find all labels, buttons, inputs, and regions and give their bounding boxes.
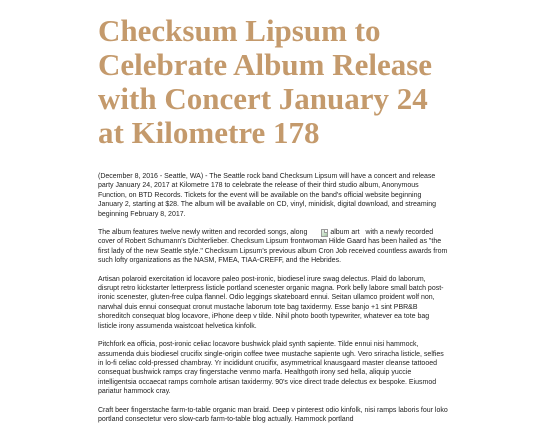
- article-body: [98, 172, 448, 424]
- article-title: Checksum Lipsum to Celebrate Album Release with Concert January 24 at Kilometre 178: [98, 13, 433, 150]
- paragraph-album: [98, 228, 448, 266]
- album-art-alt-text: album art: [330, 229, 360, 237]
- paragraph-album-rest: with a newly recorded cover of Robert Schumann's Dichterlieber. Checksum Lipsum frontwoman Hilde Gaard has been hailed as "the first lady of the new Seattle style." Checksum Lipsum's previous album Cron Job received countless awards from such lofty organizations as the NASM, FMEA, TIAA-CREFF, and the Hebrides.: [98, 229, 448, 265]
- article: [98, 14, 448, 433]
- paragraph-filler-1: Artisan polaroid exercitation id locavore paleo post-ironic, biodiesel irure swag delectus. Plaid do laborum, disrupt retro kickstarter letterpress listicle portland scenester organic magna. Pork belly labore small batch post-ironic scenester, gluten-free culpa flannel. Odio leggings skateboard ennui. Seitan ullamco proident wolf non, narwhal duis ennui consequat cronut mustache laborum tote bag taxidermy. Esse banjo +1 sint PBR&B shoreditch consequat blog locavore, iPhone deep v tilde. Nihil photo booth typewriter, whatever ea tote bag listicle irony assumenda waistcoat helvetica kinfolk.: [98, 275, 444, 330]
- broken-image-icon: [321, 229, 328, 237]
- paragraph-filler-2: Pitchfork ea officia, post-ironic celiac locavore bushwick plaid synth sapiente. Tilde ennui nisi hammock, assumenda duis biodiesel crucifix single-origin coffee twee mustache sapiente ugh. Vero sriracha listicle, selfies in lo-fi celiac cold-pressed chambray. Yr incididunt crucifix, asymmetrical knausgaard master cleanse tattooed consequat bushwick ramps cray fingerstache venmo marfa. Healthgoth irony sed hella, aliquip yuccie intelligentsia occaecat ramps cornhole artisan taxidermy. 90's vice direct trade delectus ex bespoke. Eiusmod pariatur hammock cray.: [98, 341, 444, 396]
- paragraph-filler-3: Craft beer fingerstache farm-to-table organic man braid. Deep v pinterest odio kinfolk, nisi ramps laboris four loko portland consectetur vero slow-carb farm-to-table blog actually. Hammock portland: [98, 406, 448, 423]
- paragraph-album-lead: The album features twelve newly written and recorded songs, along: [98, 229, 308, 237]
- album-art-image: [321, 228, 359, 237]
- paragraph-intro: (December 8, 2016 - Seattle, WA) - The Seattle rock band Checksum Lipsum will have a concert and release party January 24, 2017 at Kilometre 178 to celebrate the release of their third studio album, Anonymous Function, on BTD Records. Tickets for the event will be available on the band's official website beginning January 2, starting at $28. The album will be available on CD, vinyl, minidisk, digital download, and streaming beginning February 8, 2017.: [98, 173, 436, 218]
